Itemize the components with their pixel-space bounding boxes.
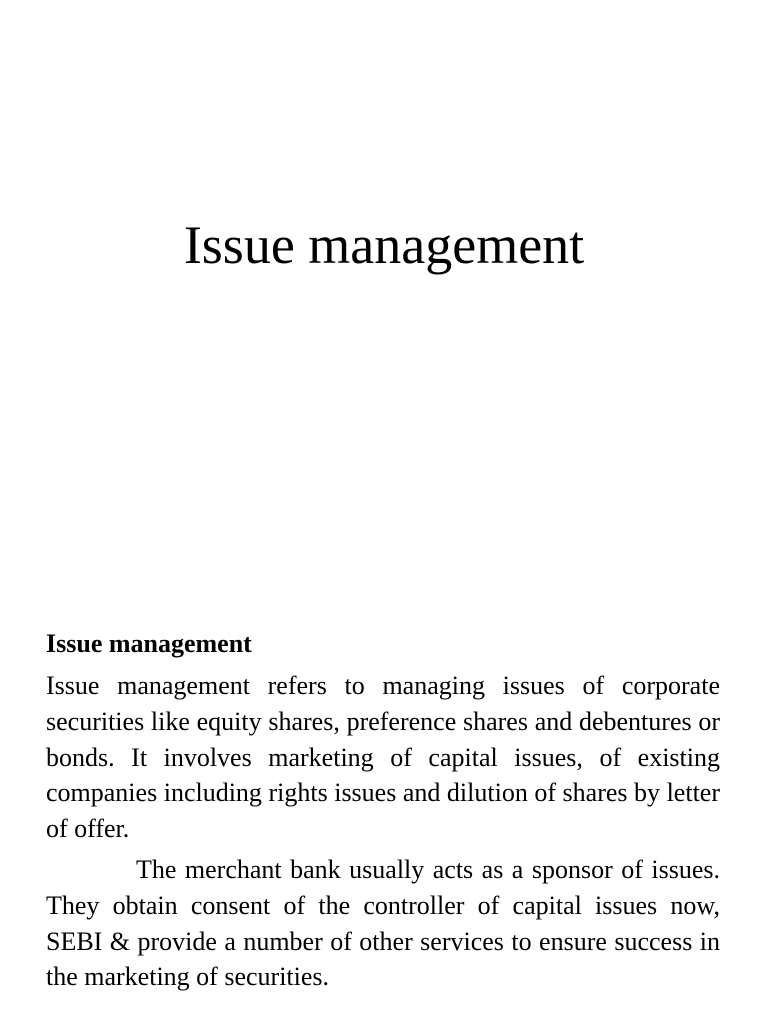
paragraph-definition: Issue management refers to managing issues of corporate securities like equity shares, preference shares and debentures or bonds. It involves marketing of capital issues, of existing companies including rights issues and dilution of shares by letter of offer.	[46, 671, 720, 844]
section-heading: Issue management	[46, 629, 252, 658]
page-title: Issue management	[183, 215, 585, 275]
document-body	[46, 626, 720, 995]
paragraph-merchant-bank: The merchant bank usually acts as a sponsor of issues. They obtain consent of the controller of capital issues now, SEBI & provide a number of other services to ensure success in the marketing of securities.	[46, 854, 720, 992]
